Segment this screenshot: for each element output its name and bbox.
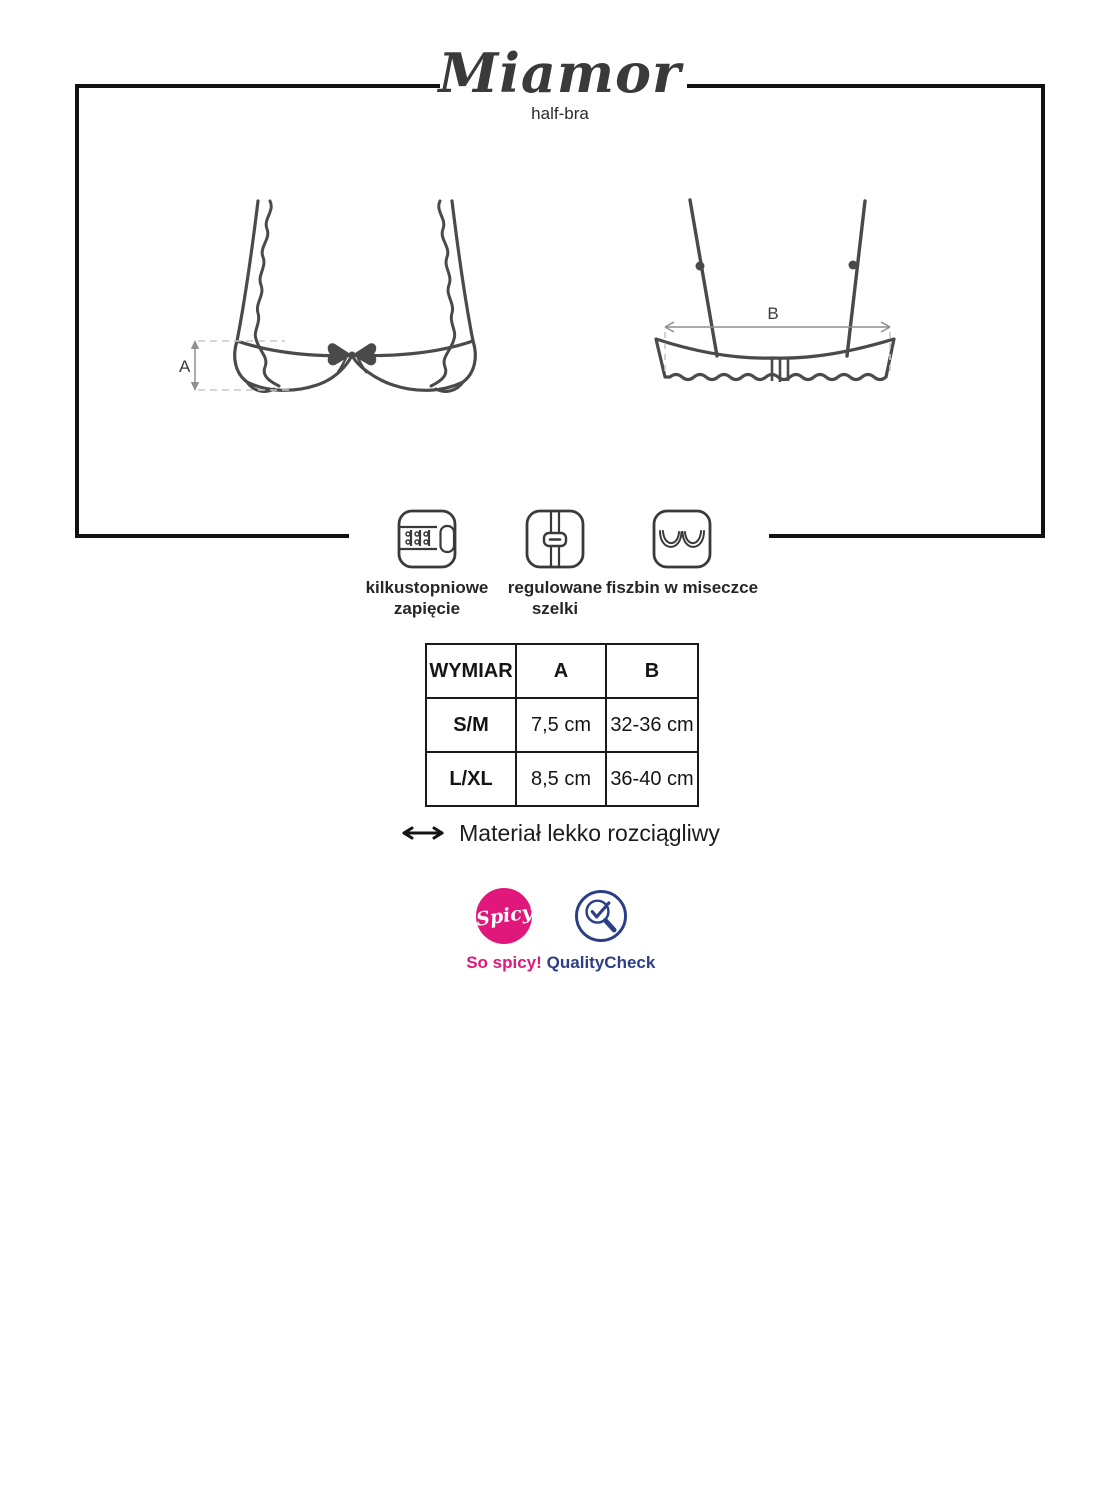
dimension-b-label: B bbox=[767, 304, 779, 323]
front-view-drawing bbox=[175, 185, 505, 405]
frame-border-bottom-left bbox=[75, 534, 349, 538]
size-table bbox=[425, 643, 699, 807]
value-cell: 8,5 cm bbox=[516, 752, 606, 806]
quality-check-caption: QualityCheck bbox=[546, 953, 656, 972]
spicy-caption: So spicy! bbox=[466, 953, 542, 972]
value-cell: 36-40 cm bbox=[606, 752, 698, 806]
frame-border-left bbox=[75, 84, 79, 538]
spicy-logo bbox=[476, 888, 532, 944]
feature-label-line: fiszbin w miseczce bbox=[605, 578, 759, 597]
feature-underwire-cup bbox=[594, 509, 770, 598]
table-header-cell: A bbox=[516, 644, 606, 698]
feature-label bbox=[606, 577, 758, 598]
table-row bbox=[426, 752, 698, 806]
dimension-a-label: A bbox=[179, 357, 191, 376]
feature-label bbox=[508, 577, 602, 619]
table-header-cell: B bbox=[606, 644, 698, 698]
frame-border-right bbox=[1041, 84, 1045, 538]
table-header-row bbox=[426, 644, 698, 698]
material-note-row bbox=[0, 817, 1120, 849]
feature-label-line: zapięcie bbox=[393, 599, 461, 618]
table-header-cell: WYMIAR bbox=[426, 644, 516, 698]
material-note: Materiał lekko rozciągliwy bbox=[459, 819, 720, 846]
bow-detail bbox=[328, 343, 377, 365]
adjustable-straps-icon bbox=[525, 509, 585, 569]
value-cell: 7,5 cm bbox=[516, 698, 606, 752]
stretch-arrow-icon bbox=[400, 825, 446, 841]
spicy-logo-text: Spicy bbox=[474, 901, 534, 931]
hook-closure-icon bbox=[397, 509, 457, 569]
brand-name: Miamor bbox=[438, 41, 682, 105]
value-cell: 32-36 cm bbox=[606, 698, 698, 752]
table-row bbox=[426, 698, 698, 752]
frame-border-bottom-right bbox=[769, 534, 1045, 538]
dimension-b bbox=[665, 304, 890, 375]
quality-check-icon bbox=[573, 888, 629, 944]
size-cell: S/M bbox=[426, 698, 516, 752]
brand-subtitle: half-bra bbox=[531, 104, 589, 123]
underwire-cup-icon bbox=[652, 509, 712, 569]
quality-check-badge bbox=[531, 888, 671, 973]
back-view-drawing bbox=[630, 185, 920, 405]
feature-label-line: szelki bbox=[531, 599, 579, 618]
feature-label-line: kilkustopniowe bbox=[365, 578, 489, 597]
brand-logo bbox=[0, 42, 1120, 124]
size-cell: L/XL bbox=[426, 752, 516, 806]
feature-label-line: regulowane bbox=[507, 578, 603, 597]
